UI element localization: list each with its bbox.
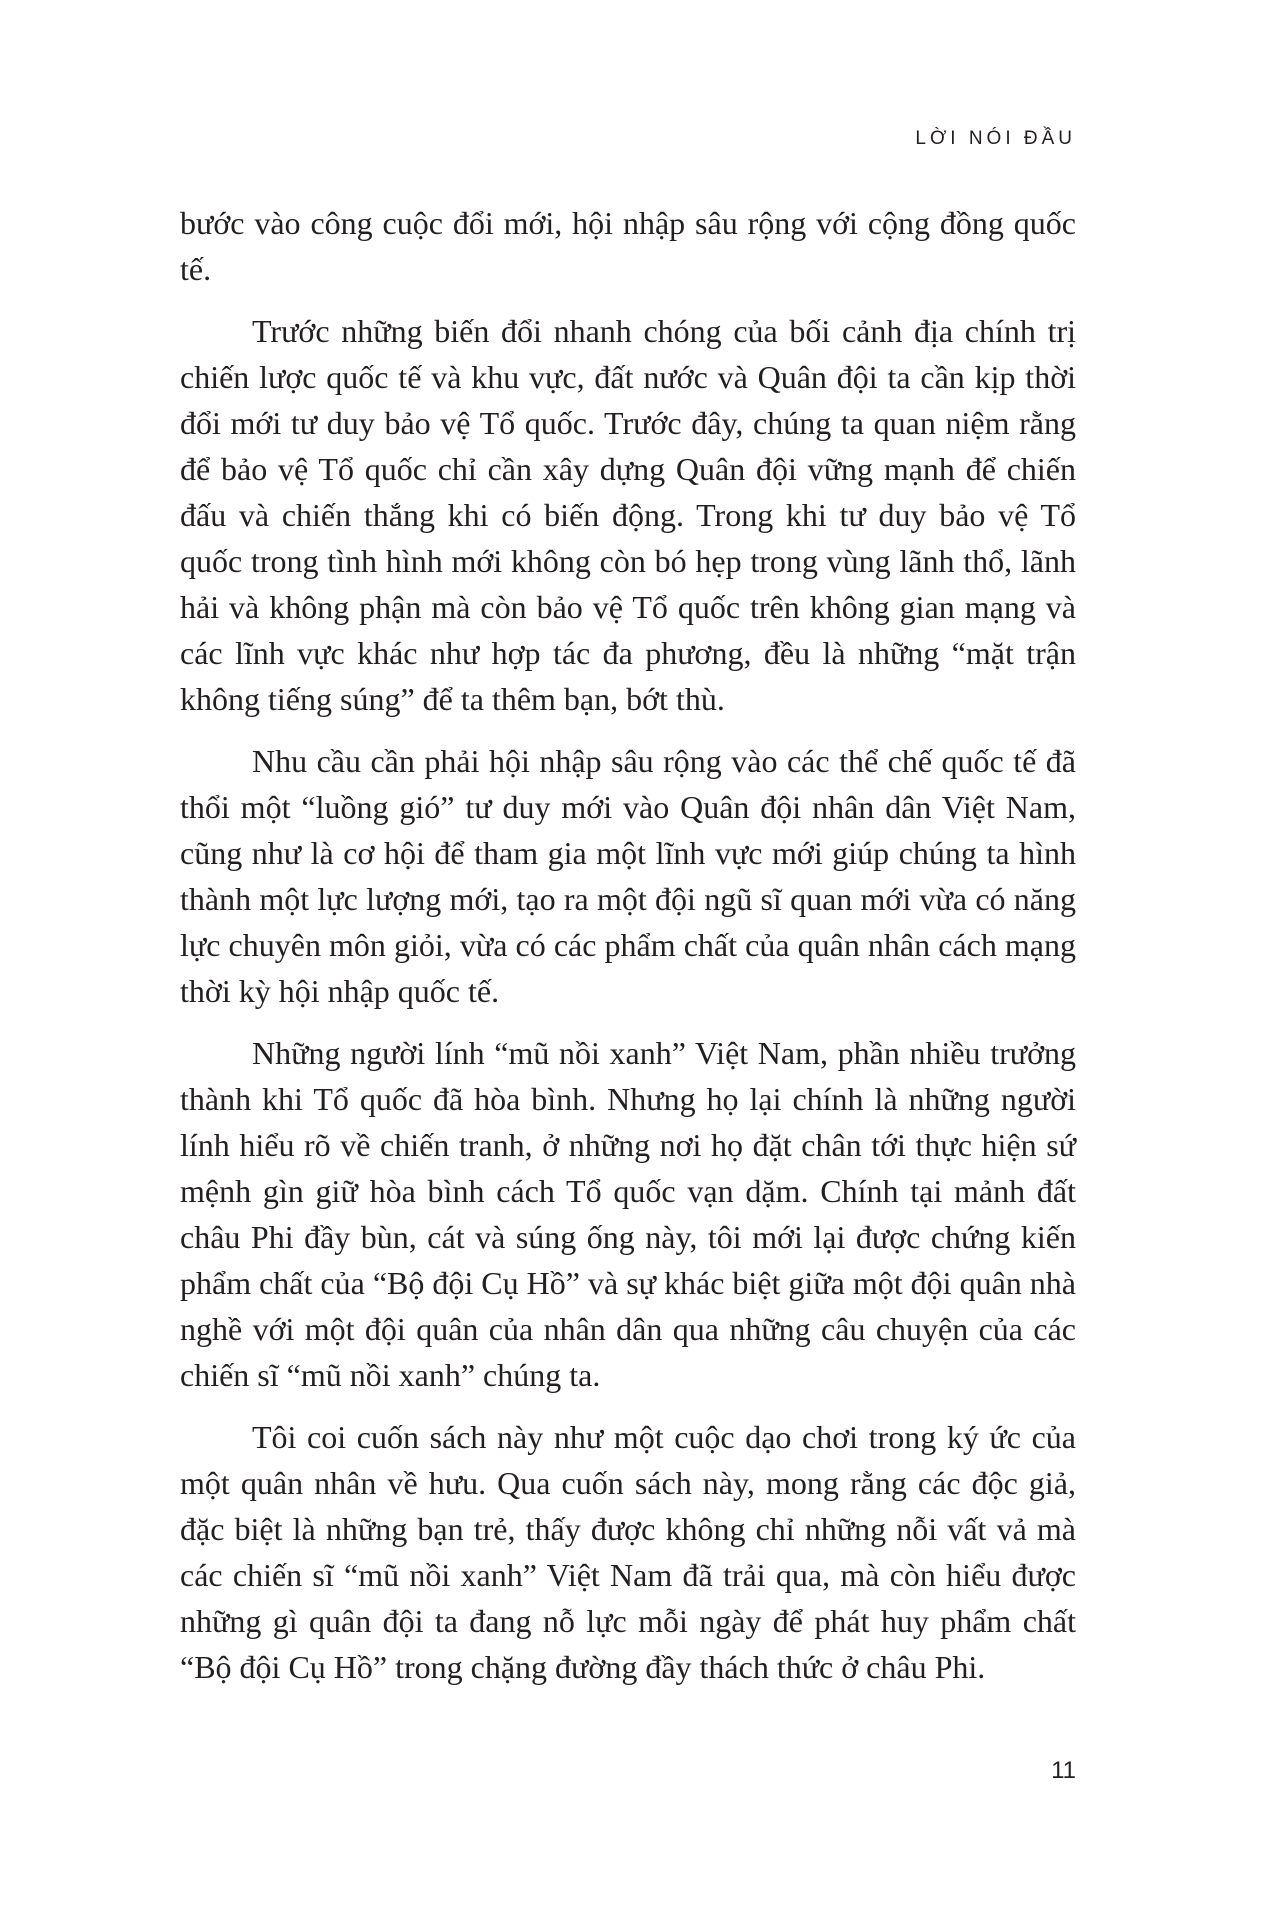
page-number: 11 — [1051, 1757, 1076, 1784]
paragraph: Tôi coi cuốn sách này như một cuộc dạo chơi trong ký ức của một quân nhân về hưu. Qua cuốn sách này, mong rằng các độc giả, đặc biệt là những bạn trẻ, thấy được không chỉ những nỗi vất vả mà các chiến sĩ “mũ nồi xanh” Việt Nam đã trải qua, mà còn hiểu được những gì quân đội ta đang nỗ lực mỗi ngày để phát huy phẩm chất “Bộ đội Cụ Hồ” trong chặng đường đầy thách thức ở châu Phi. — [180, 1419, 1076, 1685]
paragraph: Trước những biến đổi nhanh chóng của bối cảnh địa chính trị chiến lược quốc tế và khu vực, đất nước và Quân đội ta cần kịp thời đổi mới tư duy bảo vệ Tổ quốc. Trước đây, chúng ta quan niệm rằng để bảo vệ Tổ quốc chỉ cần xây dựng Quân đội vững mạnh để chiến đấu và chiến thắng khi có biến động. Trong khi tư duy bảo vệ Tổ quốc trong tình hình mới không còn bó hẹp trong vùng lãnh thổ, lãnh hải và không phận mà còn bảo vệ Tổ quốc trên không gian mạng và các lĩnh vực khác như hợp tác đa phương, đều là những “mặt trận không tiếng súng” để ta thêm bạn, bớt thù. — [180, 313, 1076, 717]
body-text — [180, 200, 1076, 1706]
paragraph: Nhu cầu cần phải hội nhập sâu rộng vào các thể chế quốc tế đã thổi một “luồng gió” tư duy mới vào Quân đội nhân dân Việt Nam, cũng như là cơ hội để tham gia một lĩnh vực mới giúp chúng ta hình thành một lực lượng mới, tạo ra một đội ngũ sĩ quan mới vừa có năng lực chuyên môn giỏi, vừa có các phẩm chất của quân nhân cách mạng thời kỳ hội nhập quốc tế. — [180, 743, 1076, 1009]
paragraph-continuation: bước vào công cuộc đổi mới, hội nhập sâu rộng với cộng đồng quốc tế. — [180, 205, 1076, 287]
paragraph: Những người lính “mũ nồi xanh” Việt Nam, phần nhiều trưởng thành khi Tổ quốc đã hòa bình. Nhưng họ lại chính là những người lính hiểu rõ về chiến tranh, ở những nơi họ đặt chân tới thực hiện sứ mệnh gìn giữ hòa bình cách Tổ quốc vạn dặm. Chính tại mảnh đất châu Phi đầy bùn, cát và súng ống này, tôi mới lại được chứng kiến phẩm chất của “Bộ đội Cụ Hồ” và sự khác biệt giữa một đội quân nhà nghề với một đội quân của nhân dân qua những câu chuyện của các chiến sĩ “mũ nồi xanh” chúng ta. — [180, 1035, 1076, 1393]
running-header: LỜI NÓI ĐẦU — [915, 128, 1076, 149]
